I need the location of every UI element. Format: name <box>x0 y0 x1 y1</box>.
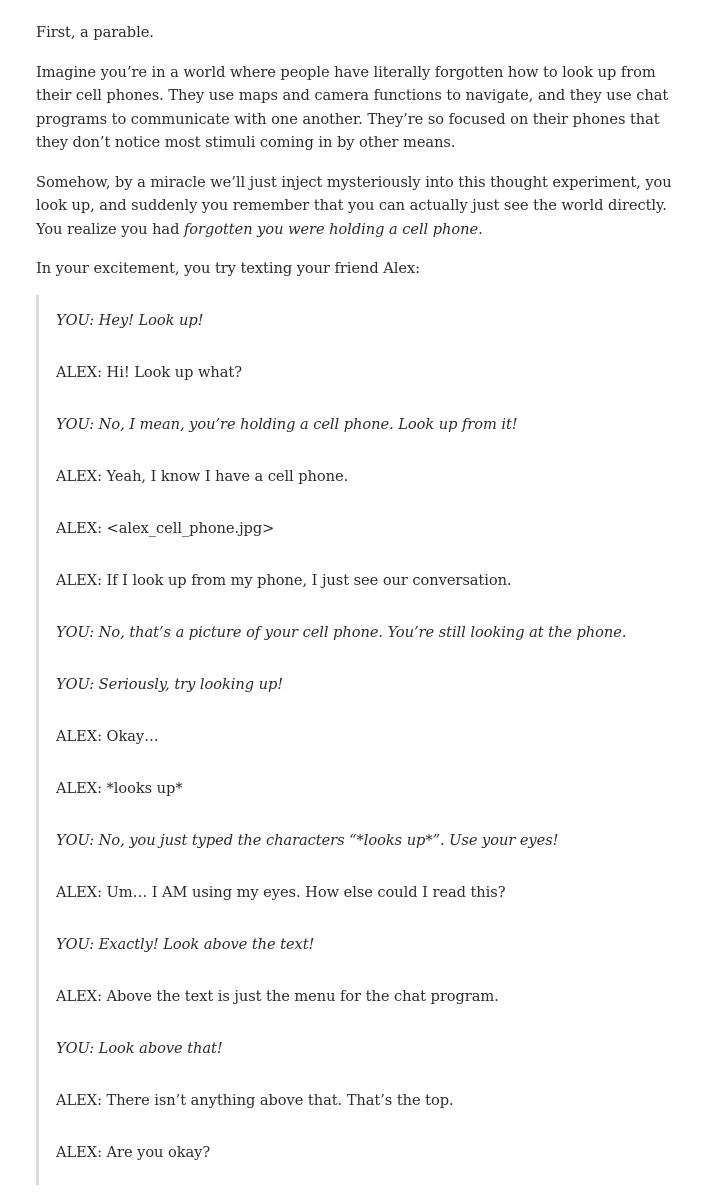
dialogue-line: YOU: No, I mean, you’re holding a cell phone. Look up from it! <box>56 416 518 433</box>
dialogue-line: ALEX: There isn’t anything above that. That’s the top. <box>56 1092 454 1109</box>
intro-paragraph-3-emphasis: forgotten you were holding a cell phone <box>183 220 479 238</box>
dialogue-line: ALEX: *looks up* <box>56 780 183 797</box>
dialogue-line: ALEX: Are you okay? <box>56 1144 211 1161</box>
dialogue-line: ALEX: Hi! Look up what? <box>56 364 242 381</box>
intro-paragraph-3 <box>36 171 687 242</box>
intro-paragraph-3-start: Somehow, by a miracle we’ll just inject mysteriously into this thought experiment, you look up, and suddenly you remember that you can actually just see the world directly. You realize you had <box>36 173 672 238</box>
dialogue-line: ALEX: Um… I AM using my eyes. How else could I read this? <box>56 884 506 901</box>
dialogue-line: YOU: Seriously, try looking up! <box>56 676 284 693</box>
intro-paragraph-3-end: . <box>478 220 483 238</box>
dialogue-line: YOU: Exactly! Look above the text! <box>56 936 315 953</box>
intro-paragraph-2: Imagine you’re in a world where people have literally forgotten how to look up from their cell phones. They use maps and camera functions to navigate, and they use chat programs to communicate with one another. They’re so focused on their phones that they don’t notice most stimuli coming in by other means. <box>36 63 669 151</box>
dialogue-line: YOU: No, you just typed the characters “*looks up*”. Use your eyes! <box>56 832 559 849</box>
dialogue-line: ALEX: <alex_cell_phone.jpg> <box>56 520 275 537</box>
dialogue-blockquote <box>36 295 686 1185</box>
intro-paragraph-4: In your excitement, you try texting your friend Alex: <box>36 260 420 277</box>
intro-paragraph-1: First, a parable. <box>36 24 154 41</box>
dialogue-line: YOU: Hey! Look up! <box>56 312 204 329</box>
dialogue-line: YOU: No, that’s a picture of your cell phone. You’re still looking at the phone. <box>56 624 627 641</box>
dialogue-line: ALEX: Yeah, I know I have a cell phone. <box>56 468 349 485</box>
dialogue-line: YOU: Look above that! <box>56 1040 223 1057</box>
dialogue-line: ALEX: If I look up from my phone, I just see our conversation. <box>56 572 512 589</box>
dialogue-line: ALEX: Above the text is just the menu for the chat program. <box>56 988 499 1005</box>
dialogue-line: ALEX: Okay… <box>56 728 159 745</box>
